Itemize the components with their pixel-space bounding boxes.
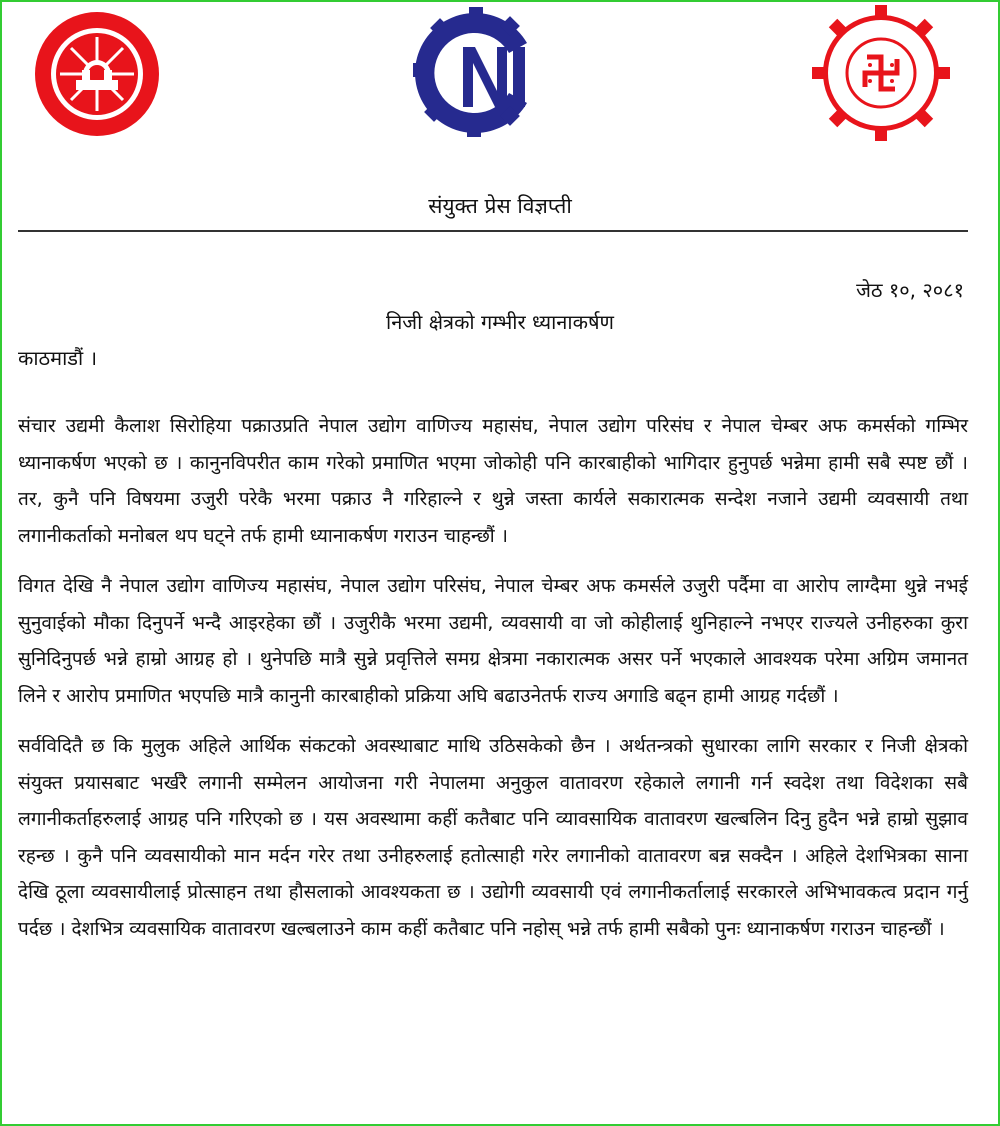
subject-heading: निजी क्षेत्रको गम्भीर ध्यानाकर्षण <box>386 310 614 334</box>
press-release-body <box>18 408 968 961</box>
paragraph: संचार उद्यमी कैलाश सिरोहिया पक्राउप्रति नेपाल उद्योग वाणिज्य महासंघ, नेपाल उद्योग परिसंघ र नेपाल चेम्बर अफ कमर्सको गम्भिर ध्यानाकर्षण भएको छ । कानुनविपरीत काम गरेको प्रमाणित भएमा जोकोही पनि कारबाहीको भागिदार हुनुपर्छ भन्नेमा हामी सबै स्पष्ट छौं । तर, कुनै पनि विषयमा उजुरी परेकै भरमा पक्राउ नै गरिहाल्ने र थुन्ने जस्ता कार्यले सकारात्मक सन्देश नजाने उद्यमी व्यवसायी तथा लगानीकर्ताको मनोबल थप घट्ने तर्फ हामी ध्यानाकर्षण गराउन चाहन्छौं । <box>18 415 968 547</box>
nepal-chamber-logo <box>812 5 950 141</box>
paragraph: सर्वविदितै छ कि मुलुक अहिले आर्थिक संकटको अवस्थाबाट माथि उठिसकेको छैन । अर्थतन्त्रको सुधारका लागि सरकार र निजी क्षेत्रको संयुक्त प्रयासबाट भर्खरै लगानी सम्मेलन आयोजना गरी नेपालमा अनुकुल वातावरण रहेकाले लगानी गर्न स्वदेश तथा विदेशका सबै लगानीकर्ताहरुलाई आग्रह पनि गरिएको छ । यस अवस्थामा कहीं कतैबाट पनि व्यावसायिक वातावरण खल्बलिन दिनु हुदैन भन्ने हाम्रो सुझाव रहन्छ । कुनै पनि व्यवसायीको मान मर्दन गरेर तथा उनीहरुलाई हतोत्साही गरेर लगानीको वातावरण बन्न सक्दैन । अहिले देशभित्रका साना देखि ठूला व्यवसायीलाई प्रोत्साहन तथा हौसलाको आवश्यकता छ । उद्योगी व्यवसायी एवं लगानीकर्तालाई सरकारले अभिभावकत्व प्रदान गर्नु पर्दछ । देशभित्र व्यवसायिक वातावरण खल्बलाउने काम कहीं कतैबाट पनि नहोस् भन्ने तर्फ हामी सबैको पुनः ध्यानाकर्षण गराउन चाहन्छौं । <box>18 735 968 940</box>
cni-logo <box>405 5 545 141</box>
header-divider <box>18 230 968 232</box>
dateline-place: काठमाडौं । <box>18 346 98 370</box>
release-date: जेठ १०, २०८१ <box>856 278 964 302</box>
press-release-title: संयुक्त प्रेस विज्ञप्ती <box>428 194 572 218</box>
fncci-logo <box>32 10 162 138</box>
paragraph: विगत देखि नै नेपाल उद्योग वाणिज्य महासंघ, नेपाल उद्योग परिसंघ, नेपाल चेम्बर अफ कमर्सले उजुरी पर्दैमा वा आरोप लाग्दैमा थुन्ने नभई सुनुवाईको मौका दिनुपर्ने भन्दै आइरहेका छौं । उजुरीकै भरमा उद्यमी, व्यवसायी वा जो कोहीलाई थुनिहाल्ने नभएर राज्यले उनीहरुका कुरा सुनिदिनुपर्छ भन्ने हाम्रो आग्रह हो । थुनेपछि मात्रै सुन्ने प्रवृत्तिले समग्र क्षेत्रमा नकारात्मक असर पर्ने भएकाले आवश्यक परेमा अग्रिम जमानत लिने र आरोप प्रमाणित भएपछि मात्रै कानुनी कारबाहीको प्रक्रिया अघि बढाउनेतर्फ राज्य अगाडि बढ्न हामी आग्रह गर्दछौं । <box>18 575 968 707</box>
